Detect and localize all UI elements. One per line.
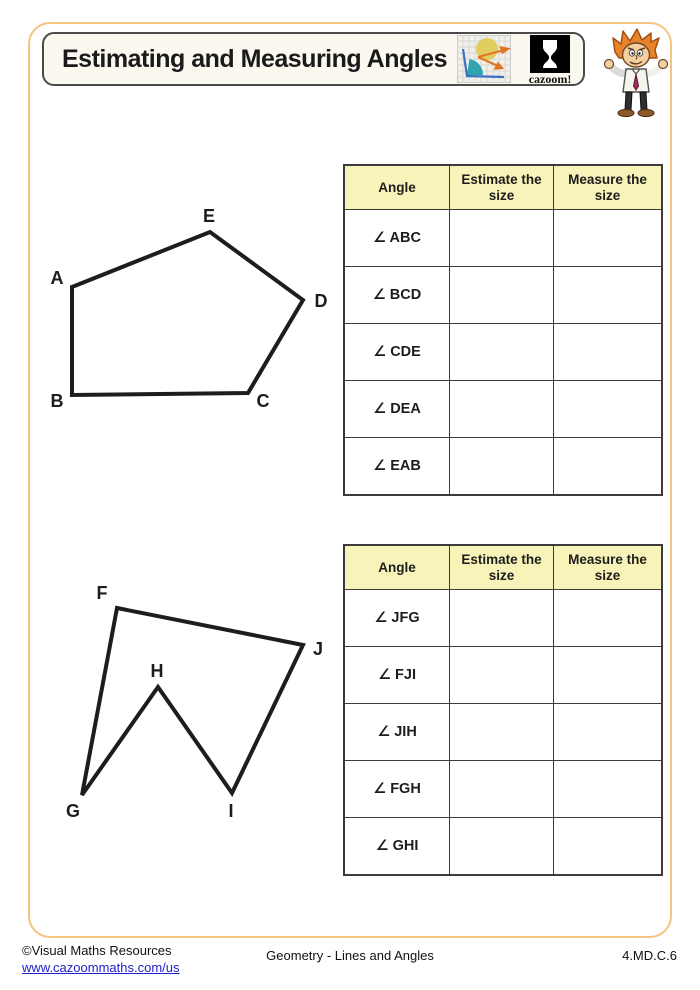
angle-label-cell: ∠ DEA <box>344 381 450 438</box>
vertex-label-F: F <box>96 583 108 603</box>
angle-table-fghij <box>343 544 663 876</box>
vertex-label-J: J <box>312 639 324 659</box>
estimate-answer-cell <box>450 324 554 381</box>
measure-answer-cell <box>554 818 663 876</box>
vertex-label-D: D <box>314 291 328 311</box>
cartoon-mascot-icon <box>599 28 675 118</box>
estimate-header: Estimate the size <box>450 165 554 210</box>
measure-answer-cell <box>554 704 663 761</box>
angle-table-abcde <box>343 164 663 496</box>
angle-label-cell: ∠ ABC <box>344 210 450 267</box>
page-title: Estimating and Measuring Angles <box>62 44 448 73</box>
estimate-answer-cell <box>450 381 554 438</box>
angle-header: Angle <box>344 545 450 590</box>
angle-label-cell: ∠ CDE <box>344 324 450 381</box>
estimate-header: Estimate the size <box>450 545 554 590</box>
vertex-label-B: B <box>50 391 64 411</box>
measure-answer-cell <box>554 267 663 324</box>
table-row <box>344 704 662 761</box>
table-row <box>344 267 662 324</box>
vertex-label-C: C <box>256 391 270 411</box>
angle-header: Angle <box>344 165 450 210</box>
estimate-answer-cell <box>450 267 554 324</box>
estimate-answer-cell <box>450 704 554 761</box>
website-link[interactable]: www.cazoommaths.com/us <box>22 960 180 975</box>
measure-answer-cell <box>554 381 663 438</box>
table-row <box>344 590 662 647</box>
angle-label-cell: ∠ GHI <box>344 818 450 876</box>
table-row <box>344 818 662 876</box>
table-row <box>344 381 662 438</box>
vertex-label-I: I <box>228 801 234 821</box>
title-box <box>42 32 585 86</box>
vertex-label-G: G <box>65 801 81 821</box>
angles-diagram-icon <box>457 35 511 83</box>
table-row <box>344 438 662 496</box>
measure-answer-cell <box>554 438 663 496</box>
estimate-answer-cell <box>450 818 554 876</box>
vertex-label-E: E <box>202 206 216 226</box>
measure-header: Measure the size <box>554 165 663 210</box>
worksheet-category: Geometry - Lines and Angles <box>266 948 434 963</box>
angle-label-cell: ∠ JFG <box>344 590 450 647</box>
angle-label-cell: ∠ EAB <box>344 438 450 496</box>
measure-header: Measure the size <box>554 545 663 590</box>
estimate-answer-cell <box>450 761 554 818</box>
estimate-answer-cell <box>450 210 554 267</box>
angle-label-cell: ∠ FGH <box>344 761 450 818</box>
table-row <box>344 210 662 267</box>
cazoom-logo-icon <box>530 35 570 73</box>
vertex-label-A: A <box>50 268 64 288</box>
angle-label-cell: ∠ BCD <box>344 267 450 324</box>
estimate-answer-cell <box>450 647 554 704</box>
copyright-text: ©Visual Maths Resources <box>22 943 172 958</box>
vertex-label-H: H <box>150 661 164 681</box>
measure-answer-cell <box>554 324 663 381</box>
measure-answer-cell <box>554 590 663 647</box>
angle-label-cell: ∠ JIH <box>344 704 450 761</box>
measure-answer-cell <box>554 210 663 267</box>
angle-label-cell: ∠ FJI <box>344 647 450 704</box>
table-row <box>344 324 662 381</box>
measure-answer-cell <box>554 647 663 704</box>
table-row <box>344 647 662 704</box>
measure-answer-cell <box>554 761 663 818</box>
standard-code: 4.MD.C.6 <box>622 948 677 963</box>
estimate-answer-cell <box>450 438 554 496</box>
estimate-answer-cell <box>450 590 554 647</box>
cazoom-logo-text: cazoom! <box>528 71 572 86</box>
cazoom-logo <box>521 35 579 86</box>
table-row <box>344 761 662 818</box>
